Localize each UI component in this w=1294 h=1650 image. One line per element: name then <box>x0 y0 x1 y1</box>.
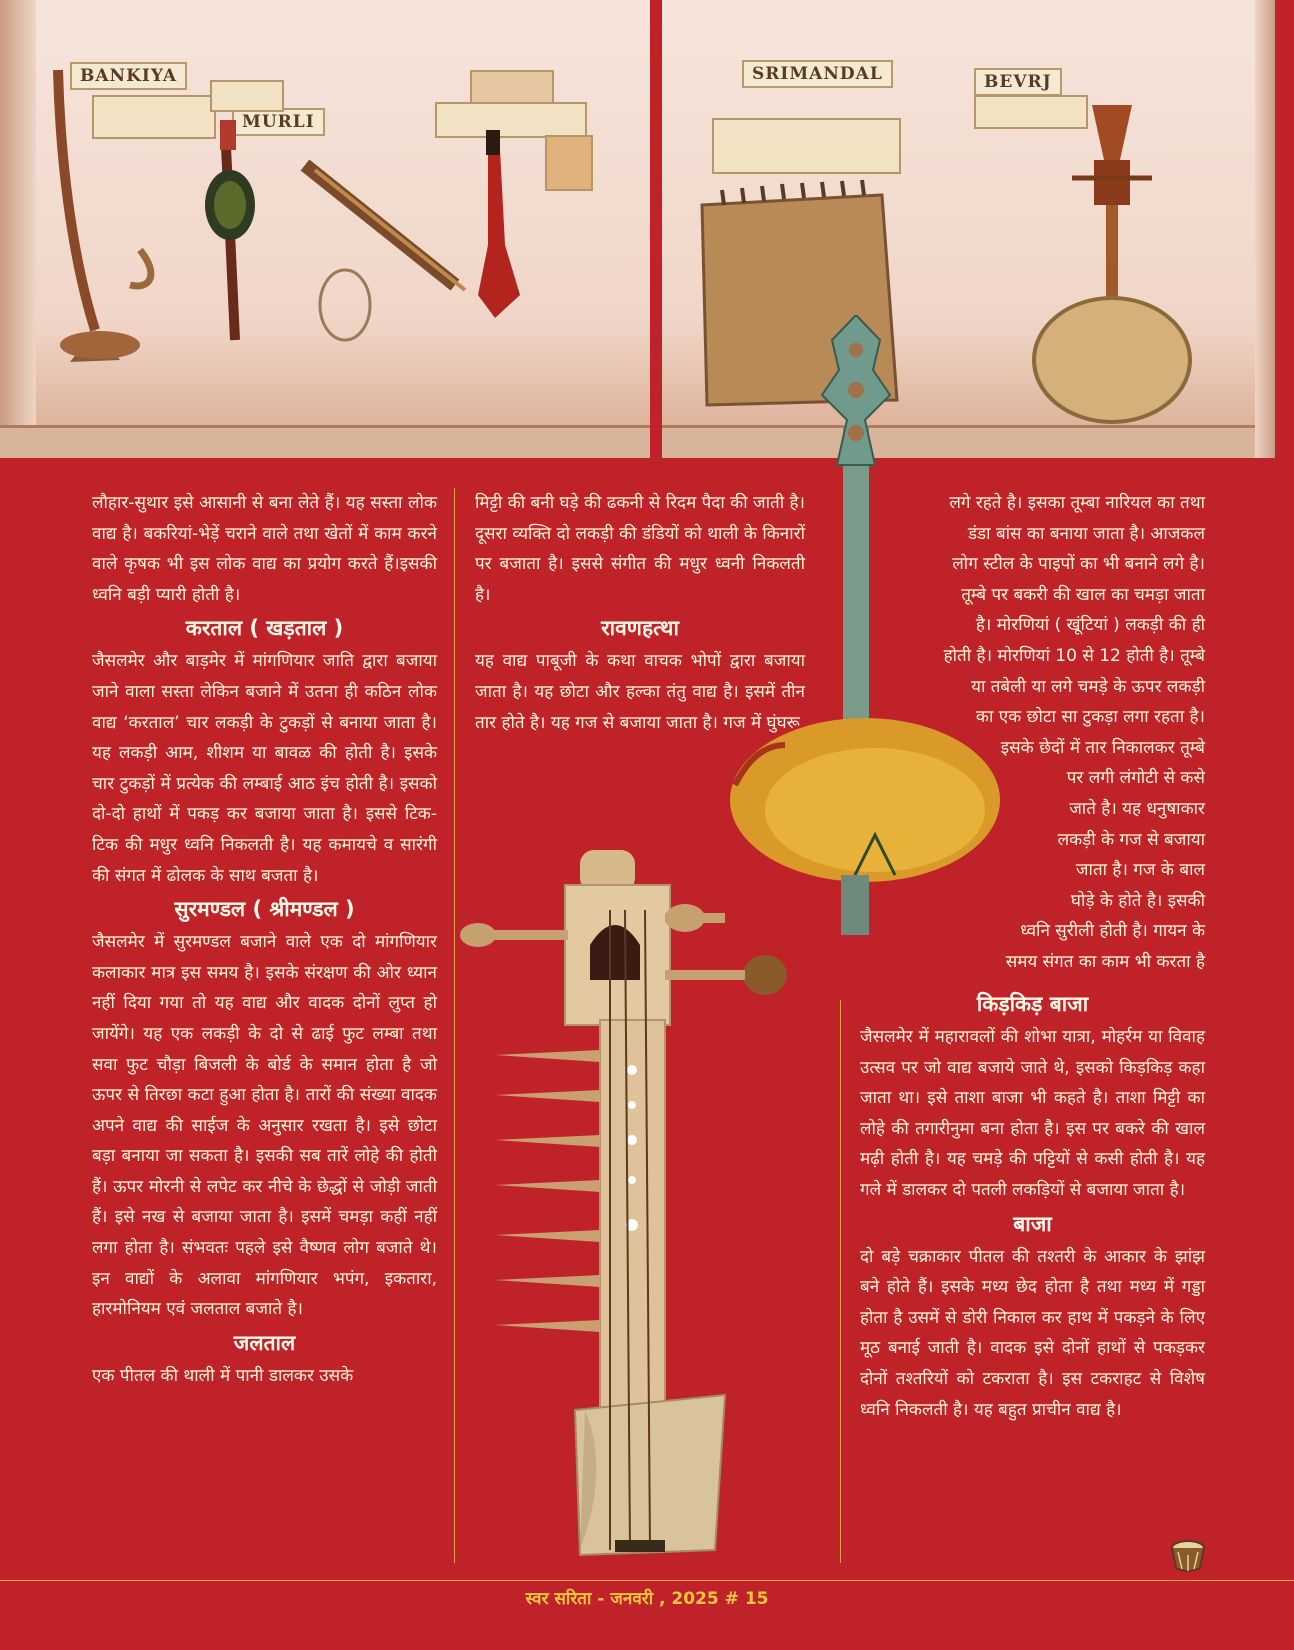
paragraph-kirkir-baja: जैसलमेर में महारावलों की शोभा यात्रा, मोहर्रम या विवाह उत्सव पर जो वाद्य बजाये जाते थे, इसको किड़किड़ कहा जाता था। इसे ताशा बाजा भी कहते है। ताशा मिट्टी का लोहे की तगारीनुमा बना होता है। इस पर बकरे की खाल मढ़ी होती है। यह चमड़े की पट्टियों से कसी होती है। यह गले में डालकर दो पतली लकड़ियों से बजाया जाता है। <box>860 1027 1205 1200</box>
heading-kartal: करताल ( खड़ताल ) <box>185 616 344 641</box>
heading-surmandal: सुरमण्डल ( श्रीमण्डल ) <box>174 897 355 922</box>
line-ravanhatha-16: समय संगत का काम भी करता है <box>1005 951 1205 972</box>
column-rule-1 <box>454 488 455 1563</box>
paragraph-ravanhatha: यह वाद्य पाबूजी के कथा वाचक भोपों द्वारा बजाया जाता है। यह छोटा और हल्का तंतु वाद्य है। इसमें तीन तार होते है। यह गज से बजाया जाता है। गज में घुंघरू <box>475 651 805 733</box>
column-rule-2 <box>840 1000 841 1563</box>
line-ravanhatha-2: डंडा बांस का बनाया जाता है। आजकल <box>967 523 1205 544</box>
text-column-1 <box>92 488 437 1391</box>
line-ravanhatha-4: तूम्बे पर बकरी की खाल का चमड़ा जाता <box>961 584 1205 605</box>
kamaycha-illustration <box>460 850 820 1565</box>
line-ravanhatha-1: लगे रहते है। इसका तूम्बा नारियल का तथा <box>949 493 1205 513</box>
line-ravanhatha-12: लकड़ी के गज से बजाया <box>1057 829 1205 850</box>
paragraph-kartal: जैसलमेर और बाड़मेर में मांगणियार जाति द्वारा बजाया जाने वाला सस्ता लेकिन बजाने में उतना ही कठिन लोक वाद्य ‘करताल’ चार लकड़ी के टुकड़ों से बनाया जाता है। यह लकड़ी आम, शीशम या बावळ की होती है। इसके चार टुकड़ों में प्रत्येक की लम्बाई आठ इंच होती है। इसको दो-दो हाथों में पकड़ कर बजाया जाता है। इससे टिक-टिक की मधुर ध्वनि निकलती है। यह कमायचे व सारंगी की संगत में ढोलक के साथ बजता है। <box>92 651 437 886</box>
line-ravanhatha-6: होती है। मोरणियां 10 से 12 होती है। तूम्बे <box>943 645 1205 666</box>
line-ravanhatha-8: का एक छोटा सा टुकड़ा लगा रहता है। <box>975 707 1205 728</box>
photo-label-murli: MURLI <box>232 108 325 136</box>
paragraph-jaltal-cont: मिट्टी की बनी घड़े की ढकनी से रिदम पैदा की जाती है। दूसरा व्यक्ति दो लकड़ी की डंडियों को थाली के किनारों पर बजाता है। इससे संगीत की मधुर ध्वनी निकलती है। <box>475 493 805 605</box>
photo-label-srimandal: SRIMANDAL <box>742 60 893 88</box>
line-ravanhatha-5: है। मोरणियां ( खूंटियां ) लकड़ी की ही <box>975 615 1205 636</box>
line-ravanhatha-15: ध्वनि सुरीली होती है। गायन के <box>1020 921 1205 942</box>
footer-rule <box>0 1580 1294 1581</box>
line-ravanhatha-10: पर लगी लंगोटी से कसे <box>1066 768 1205 789</box>
paragraph-jaltal: एक पीतल की थाली में पानी डालकर उसके <box>92 1365 354 1386</box>
museum-photo-left <box>0 0 650 458</box>
line-ravanhatha-13: जाता है। गज के बाल <box>1075 860 1205 881</box>
photo-label-bankiya: BANKIYA <box>70 62 187 90</box>
heading-kirkir-baja: किड़किड़ बाजा <box>976 992 1089 1016</box>
heading-baja: बाजा <box>1013 1211 1052 1236</box>
line-ravanhatha-14: घोड़े के होते है। इसकी <box>1070 890 1205 911</box>
line-ravanhatha-9: इसके छेदों में तार निकालकर तूम्बे <box>1000 737 1205 758</box>
line-ravanhatha-3: लोग स्टील के पाइपों का भी बनाने लगे है। <box>952 554 1205 575</box>
page-footer: स्वर सरिता - जनवरी , 2025 # 15 <box>525 1589 769 1609</box>
paragraph-surmandal: जैसलमेर में सुरमण्डल बजाने वाले एक दो मांगणियार कलाकार मात्र इस समय है। इसके संरक्षण की ओर ध्यान नहीं दिया गया तो यह वाद्य और वादक दोनों लुप्त हो जायेंगे। यह एक लकड़ी के दो से ढाई फुट लम्बा तथा सवा फुट चौड़ा बिजली के बोर्ड के समान होता है जो ऊपर से तिरछा कटा हुआ होता है। तारों की संख्या वादक अपने वाद्य की साईज के अनुसार रखता है। इसे छोटा बड़ा बनाया जा सकता है। इसकी सब तारें लोहे की होती हैं। ऊपर मोरनी से लपेट कर नीचे के छेद्धों से जोड़ी जाती हैं। इसे नख से बजाया जाता है। इसमें चमड़ा कहीं नहीं लगा होता है। संभवतः पहले इसे वैष्णव लोग बजाते थे। इन वाद्यों के अलावा मांगणियार भपंग, इकतारा, हारमोनियम एवं जलताल बजाते है। <box>92 932 437 1320</box>
line-ravanhatha-11: जाते है। यह धनुषाकार <box>1069 798 1205 819</box>
line-ravanhatha-7: या तबेली या लगे चमड़े के ऊपर लकड़ी <box>971 676 1205 697</box>
heading-ravanhatha: रावणहत्था <box>601 616 679 641</box>
folk-instruments-left-illustration <box>0 0 650 458</box>
paragraph-baja: दो बड़े चक्राकार पीतल की तश्तरी के आकार के झांझ बने होते हैं। इसके मध्य छेद होता है तथा मध्य में गड्डा होता है उसमें से डोरी निकाल कर हाथ में पकड़ने के लिए मूठ बनाई जाती है। वादक इसे दोनों हाथों से पकड़कर दोनों तश्तरियों को टकराता है। इस टकराहट से विशेष ध्वनि निकलती है। यह बहुत प्राचीन वाद्य है। <box>860 1246 1205 1420</box>
paragraph-lohar: लौहार-सुथार इसे आसानी से बना लेते हैं। यह सस्ता लोक वाद्य है। बकरियां-भेड़ें चराने वाले तथा खेतों में काम करने वाले कृषक भी इस लोक वाद्य का प्रयोग करते हैं।इसकी ध्वनि बड़ी प्यारी होती है। <box>92 493 437 605</box>
photo-label-bevrj: BEVRJ <box>974 68 1062 96</box>
heading-jaltal: जलताल <box>233 1330 296 1355</box>
text-column-3-lower <box>860 986 1205 1425</box>
drum-icon <box>1168 1536 1208 1576</box>
text-column-2 <box>475 488 805 738</box>
text-column-3-upper <box>880 488 1205 978</box>
